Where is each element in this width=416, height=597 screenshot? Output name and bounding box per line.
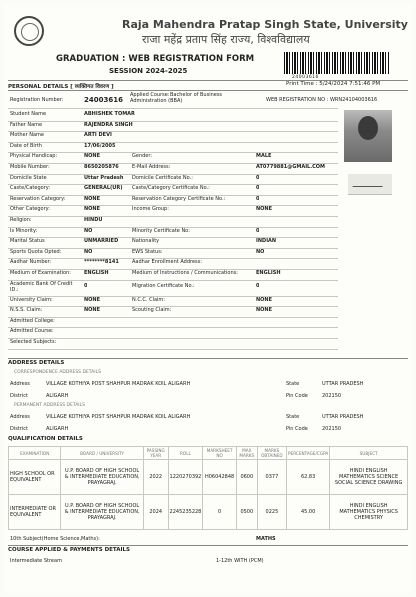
field-label: Marital Status — [10, 238, 45, 245]
qualification-header-cell: SUBJECT — [330, 447, 408, 460]
qualification-cell: 1220270392 — [168, 460, 203, 495]
personal-details-heading: PERSONAL DETAILS [ व्यक्तिगत विवरण ] — [8, 84, 114, 90]
field-value: AT0779881@GMAIL.COM — [256, 164, 326, 170]
corr-pin-value: 202150 — [322, 393, 342, 399]
field-label: Mobile Number: — [10, 164, 50, 170]
qualification-header-cell: MARKS OBTAINED — [257, 447, 286, 460]
field-label: E-Mail Address: — [132, 164, 171, 170]
field-label: Migration Certificate No.: — [132, 282, 195, 289]
field-value: Uttar Pradesh — [84, 174, 124, 181]
qualification-details-heading: QUALIFICATION DETAILS — [8, 436, 83, 442]
field-value: UNMARRIED — [84, 238, 119, 245]
university-name-english: Raja Mahendra Pratap Singh State, University — [122, 18, 408, 31]
field-value: HINDU — [84, 217, 103, 223]
field-label: Admitted College: — [10, 317, 55, 324]
field-label: Domicile State — [10, 174, 47, 181]
field-label: Physical Handicap: — [10, 153, 58, 160]
field-label: Sports Quota Opted: — [10, 248, 62, 255]
session-label: SESSION 2024-2025 — [109, 67, 188, 75]
field-value: RAJENDRA SINGH — [84, 121, 133, 128]
field-label: Aadhar Enrollment Address: — [132, 259, 202, 266]
perm-pin-value: 202150 — [322, 426, 342, 432]
qualification-header-cell: PASSING YEAR — [143, 447, 168, 460]
qualification-header-cell: MARKSHEET NO — [203, 447, 236, 460]
field-value: NONE — [256, 206, 273, 213]
field-label: Selected Subjects: — [10, 339, 57, 345]
qualification-header-cell: BOARD / UNIVERSITY — [61, 447, 144, 460]
field-label: Caste/Category: — [10, 185, 51, 192]
field-label: Domicile Certificate No.: — [132, 174, 193, 181]
field-value: INDIAN — [256, 238, 277, 245]
field-label: Medium of Instructions / Communications: — [132, 270, 238, 276]
field-label: N.C.C. Claim: — [132, 296, 165, 303]
field-label: Other Category: — [10, 206, 50, 213]
field-label: Gender: — [132, 153, 153, 160]
university-logo — [14, 16, 44, 46]
field-value: ENGLISH — [84, 270, 109, 276]
qualification-cell: 2022 — [143, 460, 168, 495]
field-value: 0 — [256, 227, 260, 234]
student-signature — [348, 174, 392, 195]
field-value: NONE — [84, 307, 101, 314]
qualification-cell: 0500 — [236, 495, 257, 530]
applied-course-value: Bachelor of Business Administration (BBA) — [130, 92, 223, 104]
field-value: 8650205876 — [84, 164, 119, 170]
field-value: 0 — [256, 282, 260, 289]
qualification-cell: 0377 — [257, 460, 286, 495]
registration-form-page — [4, 4, 412, 593]
table-row — [9, 460, 408, 495]
applied-course-label: Applied Course: — [130, 92, 170, 98]
corr-pin-label: Pin Code — [286, 393, 308, 399]
qualification-header-cell: ROLL — [168, 447, 203, 460]
field-label: Aadhar Number: — [10, 259, 52, 266]
qualification-cell: U.P. BOARD OF HIGH SCHOOL & INTERMEDIATE EDUCATION, PRAYAGRAJ. — [61, 460, 144, 495]
field-label: Nationality — [132, 238, 160, 245]
field-value: GENERAL(UR) — [84, 185, 123, 192]
course-payments-heading: COURSE APPLIED & PAYMENTS DETAILS — [8, 547, 130, 553]
field-label: Medium of Examination: — [10, 270, 71, 276]
qualification-header-cell: PERCENTAGE/CGPA — [287, 447, 330, 460]
field-label: Minority Certificate No: — [132, 227, 190, 234]
qualification-cell: 2245235228 — [168, 495, 203, 530]
field-value: NONE — [256, 296, 273, 303]
qualification-cell: H06042848 — [203, 460, 236, 495]
tenth-subject-label: 10th Subject(Home Science,Maths): — [10, 536, 100, 542]
perm-pin-label: Pin Code — [286, 426, 308, 432]
qualification-cell: 0225 — [257, 495, 286, 530]
correspondence-address-heading: CORRESPONDENCE ADDRESS DETAILS — [14, 370, 101, 375]
field-value: ENGLISH — [256, 270, 281, 276]
perm-address-value: VILLAGE KOTHIYA POST SHAHPUR MADRAK KOIL ALIGARH — [46, 414, 191, 420]
field-label: Admitted Course: — [10, 328, 54, 335]
qualification-cell: U.P. BOARD OF HIGH SCHOOL & INTERMEDIATE EDUCATION, PRAYAGRAJ. — [61, 495, 144, 530]
field-label: Reservation Category Certificate No.: — [132, 195, 226, 202]
field-value: NONE — [84, 206, 101, 213]
field-value: 0 — [256, 185, 260, 192]
registration-number-label: Registration Number: — [10, 97, 64, 103]
corr-district-label: District — [10, 393, 28, 399]
qualification-header-cell: EXAMINATION — [9, 447, 61, 460]
field-value: NO — [84, 227, 93, 234]
qualification-cell: HINDI ENGLISH MATHEMATICS SCIENCE SOCIAL SCIENCE DRAWING — [330, 460, 408, 495]
field-label: Income Group: — [132, 206, 169, 213]
field-value: 0 — [256, 195, 260, 202]
corr-district-value: ALIGARH — [46, 393, 69, 399]
field-label: EWS Status: — [132, 248, 163, 255]
corr-state-value: UTTAR PRADESH — [322, 381, 364, 387]
table-row — [9, 495, 408, 530]
qualification-cell: HINDI ENGLISH MATHEMATICS PHYSICS CHEMISTRY — [330, 495, 408, 530]
qualification-cell: 0600 — [236, 460, 257, 495]
perm-state-label: State — [286, 414, 300, 420]
field-value: NO — [256, 248, 265, 255]
university-name-hindi: राजा महेंद्र प्रताप सिंह राज्य, विश्वविद्यालय — [142, 33, 310, 46]
field-label: Is Minority: — [10, 227, 38, 234]
qualification-header-cell: MAX MARKS — [236, 447, 257, 460]
field-value: NONE — [84, 296, 101, 303]
qualification-cell: INTERMEDIATE OR EQUIVALENT — [9, 495, 61, 530]
field-value: 0 — [256, 174, 260, 181]
field-label: Student Name — [10, 111, 47, 117]
address-details-heading: ADDRESS DETAILS — [8, 360, 65, 366]
qualification-cell: HIGH SCHOOL OR EQUIVALENT — [9, 460, 61, 495]
intermediate-stream-label: Intermediate Stream — [10, 558, 62, 564]
field-value: ********8141 — [84, 259, 119, 266]
qualification-cell: 62.83 — [287, 460, 330, 495]
field-label: Scouting Claim: — [132, 307, 172, 314]
permanent-address-heading: PERMANENT ADDRESS DETAILS — [14, 403, 85, 408]
field-label: University Claim: — [10, 296, 53, 303]
field-label: Caste/Category Certificate No.: — [132, 185, 210, 192]
form-title: GRADUATION : WEB REGISTRATION FORM — [56, 54, 255, 64]
student-photo — [344, 110, 392, 162]
perm-district-value: ALIGARH — [46, 426, 69, 432]
corr-address-label: Address — [10, 381, 30, 387]
field-label: N.S.S. Claim: — [10, 307, 43, 314]
field-label: Father Name — [10, 121, 43, 128]
barcode-number: 24003616 — [292, 75, 319, 80]
field-value: ABHISHEK TOMAR — [84, 111, 135, 117]
barcode-image — [284, 52, 390, 74]
qualification-cell: 0 — [203, 495, 236, 530]
qualification-cell: 45.00 — [287, 495, 330, 530]
field-value: 0 — [84, 282, 88, 289]
field-value: NONE — [84, 153, 101, 160]
field-label: Religion: — [10, 217, 32, 223]
qualification-table — [8, 446, 408, 530]
corr-state-label: State — [286, 381, 300, 387]
tenth-subject-value: MATHS — [256, 536, 276, 542]
field-value: NONE — [256, 307, 273, 314]
field-value: NONE — [84, 195, 101, 202]
field-label: Mother Name — [10, 132, 44, 139]
form-header — [4, 4, 412, 54]
perm-address-label: Address — [10, 414, 30, 420]
field-label: Date of Birth — [10, 142, 42, 149]
field-value: NO — [84, 248, 93, 255]
print-time: Print Time : 5/24/2024 7:51:46 PM — [286, 81, 381, 87]
field-value: 17/06/2005 — [84, 142, 116, 149]
perm-state-value: UTTAR PRADESH — [322, 414, 364, 420]
perm-district-label: District — [10, 426, 28, 432]
field-label: Academic Bank Of Credit ID.: — [10, 280, 73, 293]
corr-address-value: VILLAGE KOTHIYA POST SHAHPUR MADRAK KOIL ALIGARH — [46, 381, 191, 387]
qualification-cell: 2024 — [143, 495, 168, 530]
field-label: Reservation Category: — [10, 195, 66, 202]
field-value: MALE — [256, 153, 272, 160]
intermediate-stream-value: 1-12th WITH (PCM) — [216, 558, 264, 564]
field-value: ARTI DEVI — [84, 132, 112, 139]
registration-number-value: 24003616 — [84, 96, 123, 104]
web-registration-number: WEB REGISTRATION NO : WRN24104003616 — [266, 97, 378, 103]
